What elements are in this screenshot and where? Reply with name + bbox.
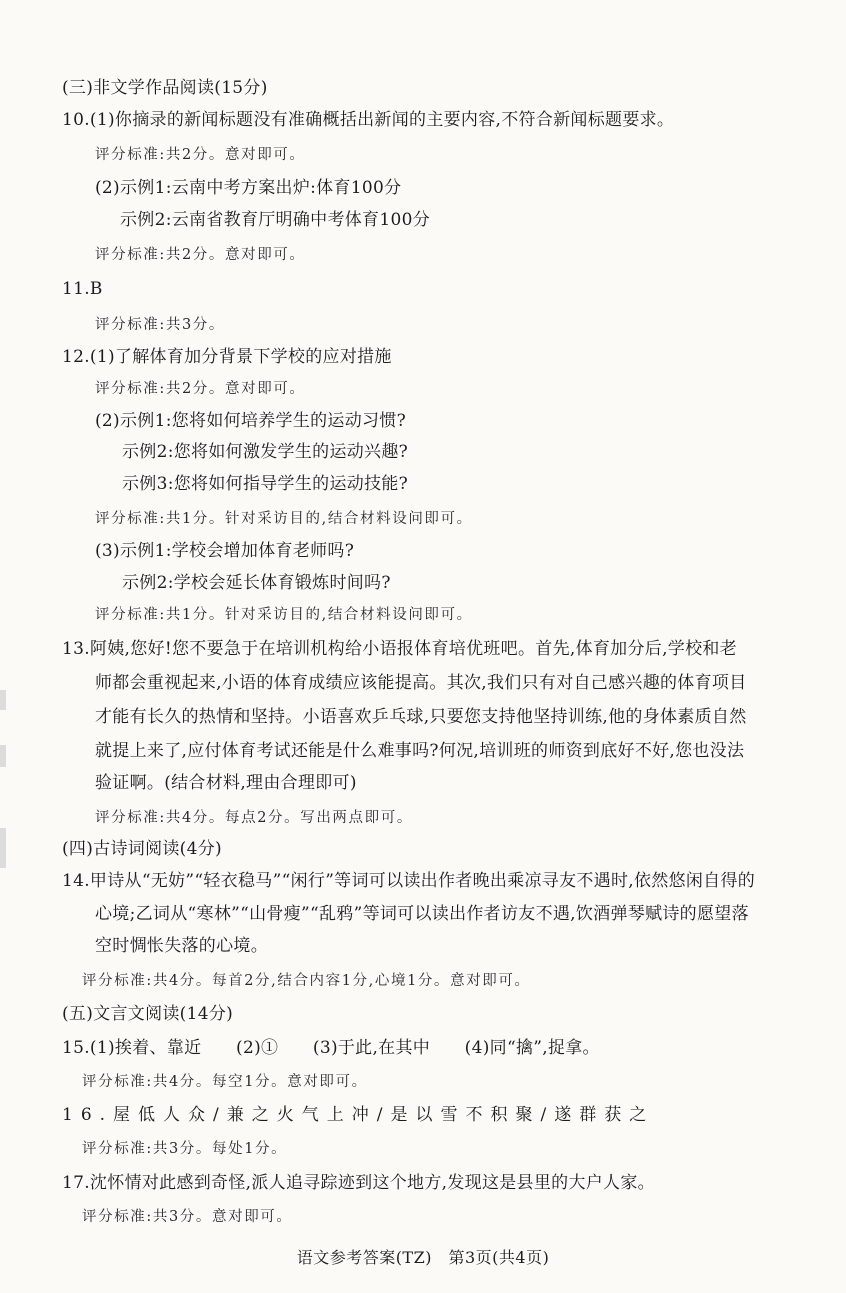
answer-line: 示例3:您将如何指导学生的运动技能? (122, 474, 409, 494)
scoring-standard: 评分标准:共3分。 (95, 317, 226, 333)
scoring-standard: 评分标准:共2分。意对即可。 (95, 247, 306, 263)
answer-line: 16.屋低人众/兼之火气上冲/是以雪不积聚/遂群获之 (62, 1105, 655, 1125)
scoring-standard: 评分标准:共1分。针对采访目的,结合材料设问即可。 (95, 511, 473, 527)
scoring-standard: 评分标准:共1分。针对采访目的,结合材料设问即可。 (95, 607, 473, 623)
answer-line: 示例2:云南省教育厅明确中考体育100分 (120, 210, 430, 230)
scoring-standard: 评分标准:共3分。意对即可。 (82, 1209, 293, 1225)
answer-line: 17.沈怀情对此感到奇怪,派人追寻踪迹到这个地方,发现这是县里的大户人家。 (62, 1173, 655, 1193)
answer-line: 11.B (62, 279, 103, 299)
scoring-standard: 评分标准:共2分。意对即可。 (95, 147, 306, 163)
scan-edge-mark (0, 745, 6, 767)
answer-line: 示例2:您将如何激发学生的运动兴趣? (122, 442, 409, 462)
scan-edge-mark (0, 690, 6, 710)
scan-edge-mark (0, 828, 6, 868)
section-heading-classical: (五)文言文阅读(14分) (62, 1004, 234, 1024)
scoring-standard: 评分标准:共3分。每处1分。 (82, 1141, 288, 1157)
answer-line: 14.甲诗从“无妨”“轻衣稳马”“闲行”等词可以读出作者晚出乘凉寻友不遇时,依然悠闲自得的 (62, 871, 756, 891)
section-heading-poetry: (四)古诗词阅读(4分) (62, 839, 222, 859)
answer-line: 就提上来了,应付体育考试还能是什么难事吗?何况,培训班的师资到底好不好,您也没法 (95, 741, 745, 761)
answer-line: 心境;乙词从“寒林”“山骨瘦”“乱鸦”等词可以读出作者访友不遇,饮酒弹琴赋诗的愿望落 (95, 904, 749, 924)
answer-line: 13.阿姨,您好!您不要急于在培训机构给小语报体育培优班吧。首先,体育加分后,学校和老 (62, 639, 737, 659)
answer-line: 10.(1)你摘录的新闻标题没有准确概括出新闻的主要内容,不符合新闻标题要求。 (62, 110, 675, 130)
answer-line: 示例2:学校会延长体育锻炼时间吗? (122, 573, 391, 593)
scoring-standard: 评分标准:共2分。意对即可。 (95, 381, 306, 397)
answer-line: (3)示例1:学校会增加体育老师吗? (95, 541, 355, 561)
section-heading-nonliterary: (三)非文学作品阅读(15分) (62, 78, 268, 98)
answer-line: 12.(1)了解体育加分背景下学校的应对措施 (62, 347, 392, 367)
answer-line: (2)示例1:您将如何培养学生的运动习惯? (95, 411, 407, 431)
scoring-standard: 评分标准:共4分。每首2分,结合内容1分,心境1分。意对即可。 (82, 973, 531, 989)
scoring-standard: 评分标准:共4分。每空1分。意对即可。 (82, 1074, 368, 1090)
answer-line: 师都会重视起来,小语的体育成绩应该能提高。其次,我们只有对自己感兴趣的体育项目 (95, 673, 747, 693)
answer-line: (2)示例1:云南中考方案出炉:体育100分 (95, 178, 402, 198)
answer-line: 空时惆怅失落的心境。 (95, 936, 268, 956)
answer-line: 验证啊。(结合材料,理由合理即可) (95, 773, 357, 793)
page-footer: 语文参考答案(TZ) 第3页(共4页) (296, 1248, 550, 1267)
scoring-standard: 评分标准:共4分。每点2分。写出两点即可。 (95, 810, 413, 826)
answer-line: 15.(1)挨着、靠近 (2)① (3)于此,在其中 (4)同“擒”,捉拿。 (62, 1038, 600, 1058)
answer-line: 才能有长久的热情和坚持。小语喜欢乒乓球,只要您支持他坚持训练,他的身体素质自然 (95, 707, 747, 727)
